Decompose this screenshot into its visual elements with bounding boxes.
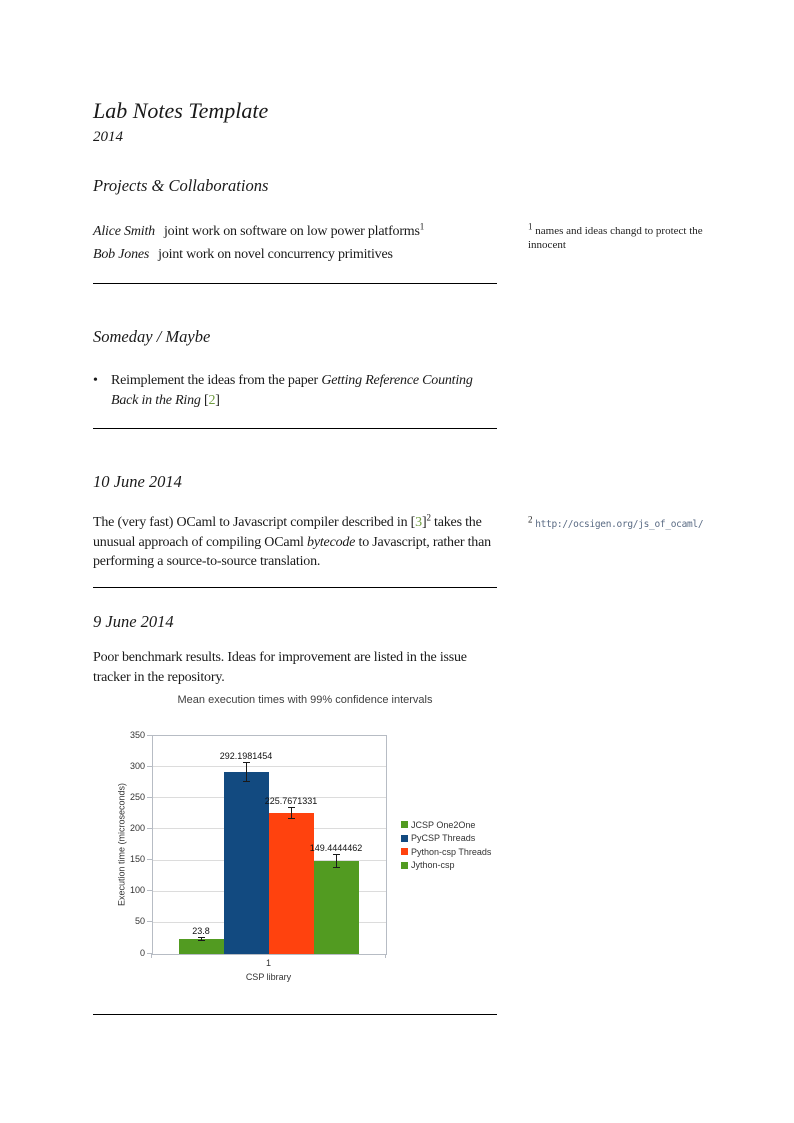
bar-python-csp-threads [269, 813, 314, 954]
legend-swatch-icon [401, 862, 408, 869]
legend-item [401, 859, 491, 873]
error-bar-cap [333, 854, 340, 855]
y-tick-label: 0 [139, 947, 145, 958]
error-bar-line [291, 808, 292, 818]
error-bar-cap [243, 781, 250, 782]
y-axis-tick [147, 921, 152, 922]
section-heading-someday: Someday / Maybe [93, 327, 211, 346]
bar-value-label: 149.4444462 [309, 842, 363, 853]
horizontal-rule [93, 283, 497, 284]
x-tick-label: 1 [265, 958, 271, 968]
legend-swatch-icon [401, 821, 408, 828]
error-bar-cap [198, 937, 205, 938]
y-axis-title: Execution time (microseconds) [116, 782, 127, 907]
collaborator-line [93, 245, 513, 265]
legend-swatch-icon [401, 848, 408, 855]
x-axis-title: CSP library [245, 972, 292, 982]
section-heading-projects: Projects & Collaborations [93, 176, 269, 195]
todo-list-item [93, 371, 497, 411]
footnote-marker: 1 [419, 221, 425, 232]
section-heading-9-june: 9 June 2014 [93, 612, 174, 631]
y-tick-label: 300 [129, 760, 145, 771]
citation-link[interactable]: 2 [208, 393, 216, 408]
error-bar-line [336, 855, 337, 867]
y-tick-label: 150 [129, 854, 145, 865]
page-subtitle: 2014 [93, 129, 123, 145]
y-tick-label: 350 [129, 729, 145, 740]
error-bar-cap [288, 818, 295, 819]
bar-jython-csp [314, 861, 359, 954]
horizontal-rule [93, 1014, 497, 1015]
paper-title: Getting Reference Counting Back in the Ring [111, 373, 473, 408]
legend-swatch-icon [401, 835, 408, 842]
benchmark-bar-chart [110, 692, 492, 992]
sidenote-marker: 1 [528, 221, 533, 232]
error-bar-cap [288, 807, 295, 808]
y-axis-tick [147, 859, 152, 860]
bar-value-label: 292.1981454 [219, 751, 273, 762]
y-axis-tick [147, 828, 152, 829]
error-bar-cap [243, 762, 250, 763]
y-tick-label: 250 [129, 791, 145, 802]
bar-value-label: 23.8 [192, 926, 210, 936]
entry-paragraph-9-june: Poor benchmark results. Ideas for improvement are listed in the issue tracker in the repository. [93, 650, 467, 685]
citation-link[interactable]: 3 [415, 515, 422, 530]
section-heading-10-june: 10 June 2014 [93, 472, 182, 491]
horizontal-rule [93, 587, 497, 588]
legend-item [401, 818, 491, 832]
y-axis-tick [147, 890, 152, 891]
legend-item [401, 845, 491, 859]
sidenote-marker: 2 [528, 514, 533, 525]
error-bar-line [246, 763, 247, 780]
gridline [153, 766, 386, 767]
bar-value-label: 225.7671331 [264, 796, 318, 807]
y-axis-tick [147, 953, 152, 954]
bar-jcsp-one2one [179, 939, 224, 954]
error-bar-cap [333, 867, 340, 868]
page-title: Lab Notes Template [93, 98, 269, 123]
y-tick-label: 100 [129, 885, 145, 896]
emphasized-word: bytecode [307, 534, 356, 550]
footnote-marker: 2 [426, 512, 431, 523]
legend-label: Python-csp Threads [411, 846, 492, 857]
collaborator-description: joint work on novel concurrency primitives [158, 247, 393, 262]
legend-label: JCSP One2One [411, 819, 476, 830]
legend-label: PyCSP Threads [411, 833, 476, 844]
y-tick-label: 50 [134, 916, 145, 927]
y-tick-label: 200 [129, 822, 145, 833]
sidenote-2 [528, 514, 708, 532]
y-axis-tick [147, 766, 152, 767]
collaborator-name: Bob Jones [93, 247, 150, 262]
legend-label: Jython-csp [411, 860, 455, 871]
y-axis-tick [147, 735, 152, 736]
horizontal-rule [93, 428, 497, 429]
x-axis-tick [385, 954, 386, 958]
y-axis-tick [147, 797, 152, 798]
plot-area [152, 735, 387, 955]
error-bar-cap [198, 940, 205, 941]
sidenote-text: names and ideas changd to protect the innocent [528, 225, 703, 251]
sidenote-url-link[interactable]: http://ocsigen.org/js_of_ocaml/ [535, 519, 704, 530]
bullet-icon: • [93, 373, 98, 388]
todo-text: Reimplement the ideas from the paper Getting Reference Counting Back in the Ring [2] [111, 373, 473, 408]
chart-legend [401, 818, 491, 872]
sidenote-1 [528, 221, 708, 252]
legend-item [401, 832, 491, 846]
collaborator-description: joint work on software on low power platforms [163, 224, 420, 239]
collaborator-line [93, 222, 513, 242]
collaborator-name: Alice Smith [93, 224, 155, 239]
entry-paragraph-10-june: The (very fast) OCaml to Javascript compiler described in $[3]^2$ takes the unusual approach of compiling OCaml bytecode to Javascript, rather than performing a source-to-source translation. [93, 512, 491, 569]
chart-title: Mean execution times with 99% confidence intervals [177, 694, 433, 706]
